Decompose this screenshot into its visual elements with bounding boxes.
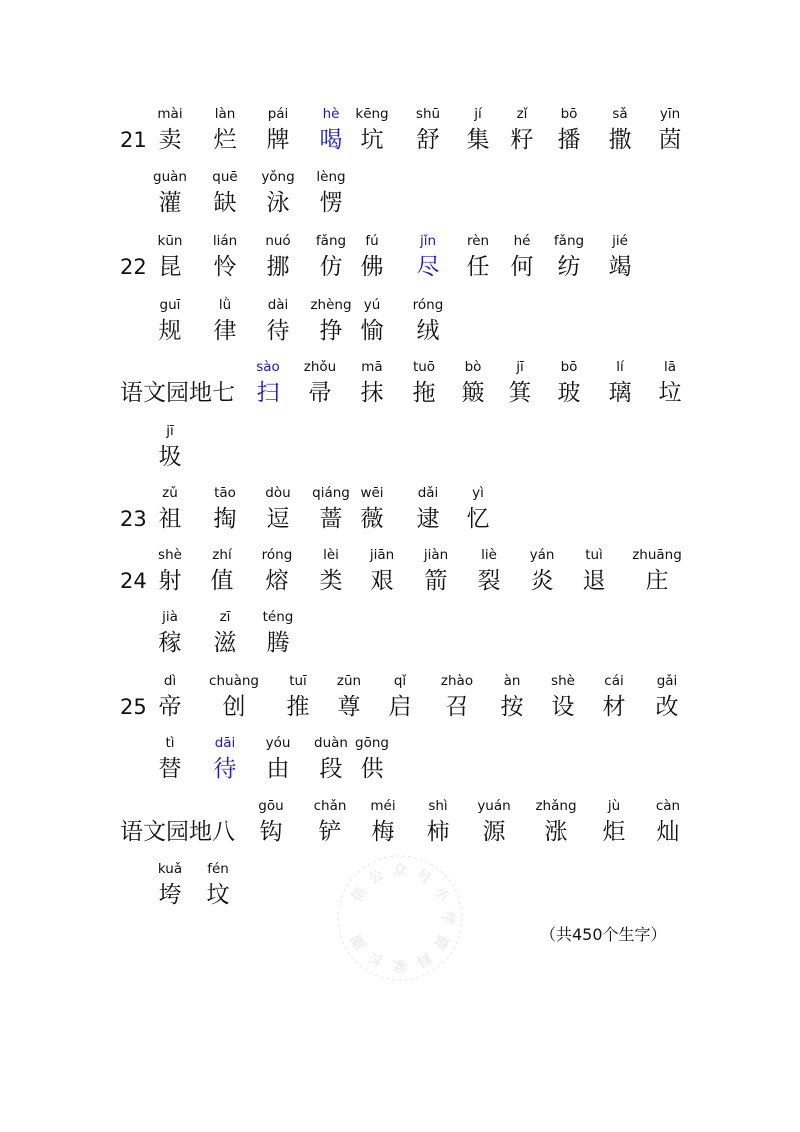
character [592, 232, 648, 281]
hanzi: 创 [222, 694, 246, 720]
character [142, 546, 198, 595]
character-polyphone [240, 358, 296, 407]
lesson-number: 24 [120, 569, 147, 593]
lesson-number: 25 [120, 695, 147, 719]
pinyin: gǎi [656, 673, 678, 689]
hanzi: 簸 [461, 380, 485, 406]
hanzi: 帚 [308, 380, 332, 406]
character [344, 105, 400, 154]
hanzi: 尊 [337, 694, 361, 720]
character [142, 296, 198, 345]
pinyin: tì [165, 735, 175, 751]
pinyin: fǎng [315, 233, 347, 249]
char-row [0, 546, 800, 606]
pinyin: jǐn [419, 233, 437, 249]
character [484, 672, 540, 721]
character [400, 296, 456, 345]
char-row [0, 232, 800, 292]
character [142, 484, 198, 533]
hanzi: 扫 [256, 380, 280, 406]
hanzi: 卖 [158, 127, 182, 153]
character [586, 672, 642, 721]
pinyin: dài [267, 297, 289, 313]
character [197, 484, 253, 533]
hanzi: 逮 [416, 506, 440, 532]
hanzi: 类 [319, 568, 343, 594]
pinyin: shì [428, 798, 448, 814]
character [372, 672, 428, 721]
hanzi: 逗 [266, 506, 290, 532]
character-polyphone [197, 734, 253, 783]
pinyin: jù [607, 798, 621, 814]
hanzi: 源 [482, 819, 506, 845]
character [354, 546, 410, 595]
char-row [0, 358, 800, 418]
pinyin: shū [415, 106, 441, 122]
lesson-number: 22 [120, 255, 147, 279]
hanzi: 玻 [557, 380, 581, 406]
svg-text:号: 号 [413, 866, 434, 888]
character [344, 734, 400, 783]
pinyin: bō [560, 359, 578, 375]
character [303, 168, 359, 217]
hanzi: 裂 [477, 568, 501, 594]
pinyin: chǎn [313, 798, 347, 814]
hanzi: 尽 [416, 254, 440, 280]
pinyin: jí [474, 106, 482, 122]
hanzi: 籽 [510, 127, 534, 153]
character [142, 672, 198, 721]
pinyin: zūn [336, 673, 362, 689]
character [249, 546, 305, 595]
pinyin: jié [612, 233, 628, 249]
hanzi: 烂 [213, 127, 237, 153]
svg-text:众: 众 [393, 863, 407, 879]
hanzi: 坟 [206, 882, 230, 908]
pinyin: yú [363, 297, 381, 313]
pinyin: liè [481, 547, 497, 563]
hanzi: 怜 [213, 254, 237, 280]
hanzi: 集 [466, 127, 490, 153]
character [592, 105, 648, 154]
hanzi: 替 [158, 756, 182, 782]
pinyin: zī [219, 609, 231, 625]
pinyin: qiáng [312, 485, 350, 501]
pinyin: zhí [212, 547, 232, 563]
lesson-number: 23 [120, 507, 147, 531]
character [541, 232, 597, 281]
pinyin: yǒng [261, 169, 295, 185]
svg-text:长: 长 [366, 948, 387, 970]
pinyin: jiān [369, 547, 395, 563]
pinyin: shè [158, 547, 182, 563]
svg-text:公: 公 [366, 866, 387, 888]
hanzi: 柿 [426, 819, 450, 845]
character [250, 168, 306, 217]
pinyin: jià [162, 609, 178, 625]
pinyin: yán [529, 547, 555, 563]
pinyin: guī [159, 297, 181, 313]
character [142, 608, 198, 657]
svg-text:资: 资 [430, 931, 452, 952]
hanzi: 抹 [360, 380, 384, 406]
character [250, 734, 306, 783]
hanzi: 牌 [266, 127, 290, 153]
hanzi: 推 [286, 694, 310, 720]
character [466, 797, 522, 846]
char-row [0, 672, 800, 732]
pinyin: lí [616, 359, 624, 375]
pinyin: pái [267, 106, 289, 122]
character [410, 797, 466, 846]
hanzi: 挣 [319, 318, 343, 344]
pinyin: zhǒu [303, 359, 337, 375]
hanzi: 改 [655, 694, 679, 720]
hanzi: 垃 [658, 380, 682, 406]
hanzi: 垮 [158, 882, 182, 908]
pinyin: fǎng [553, 233, 585, 249]
lesson-number: 21 [120, 128, 147, 152]
hanzi: 艰 [370, 568, 394, 594]
svg-text:家: 家 [393, 957, 407, 973]
character [639, 672, 695, 721]
pinyin: càn [655, 798, 681, 814]
character-polyphone [400, 232, 456, 281]
character [450, 484, 506, 533]
character [197, 608, 253, 657]
character [586, 797, 642, 846]
pinyin: mā [361, 359, 383, 375]
pinyin: kuǎ [157, 861, 183, 877]
character [142, 168, 198, 217]
character [355, 797, 411, 846]
hanzi: 仿 [319, 254, 343, 280]
pinyin: yóu [265, 735, 291, 751]
hanzi: 熔 [265, 568, 289, 594]
pinyin: zhǎng [535, 798, 577, 814]
pinyin: sǎ [612, 106, 628, 122]
hanzi: 炎 [530, 568, 554, 594]
character [250, 484, 306, 533]
character [194, 546, 250, 595]
character [642, 105, 698, 154]
hanzi: 待 [266, 318, 290, 344]
pinyin: wēi [360, 485, 384, 501]
hanzi: 茵 [658, 127, 682, 153]
hanzi: 稼 [158, 630, 182, 656]
char-row [0, 484, 800, 544]
hanzi: 祖 [158, 506, 182, 532]
character [344, 232, 400, 281]
hanzi: 箭 [424, 568, 448, 594]
pinyin: kūn [157, 233, 183, 249]
pinyin: guàn [153, 169, 187, 185]
character [396, 358, 452, 407]
hanzi: 蔷 [319, 506, 343, 532]
hanzi: 钩 [259, 819, 283, 845]
pinyin: làn [214, 106, 236, 122]
character [250, 296, 306, 345]
pinyin: bō [560, 106, 578, 122]
character [142, 105, 198, 154]
character [528, 797, 584, 846]
pinyin: tuì [585, 547, 603, 563]
char-row [0, 105, 800, 165]
pinyin: qǐ [393, 673, 407, 689]
character [629, 546, 685, 595]
pinyin: méi [370, 798, 396, 814]
hanzi: 射 [158, 568, 182, 594]
hanzi: 箕 [508, 380, 532, 406]
char-row [0, 608, 800, 668]
pinyin: zǐ [516, 106, 528, 122]
hanzi: 腾 [266, 630, 290, 656]
svg-text:料: 料 [413, 948, 434, 970]
pinyin: sào [256, 359, 280, 375]
character [197, 296, 253, 345]
hanzi: 纺 [557, 254, 581, 280]
hanzi: 薇 [360, 506, 384, 532]
character [541, 105, 597, 154]
pinyin: tāo [214, 485, 236, 501]
hanzi: 召 [445, 694, 469, 720]
character [640, 797, 696, 846]
pinyin: hè [322, 106, 340, 122]
pinyin: chuàng [209, 673, 259, 689]
character [190, 860, 246, 909]
hanzi: 按 [500, 694, 524, 720]
pinyin: àn [503, 673, 521, 689]
char-row [0, 734, 800, 794]
hanzi: 绒 [416, 318, 440, 344]
character [400, 484, 456, 533]
hanzi: 待 [213, 756, 237, 782]
svg-text:信: 信 [348, 884, 370, 905]
pinyin: quē [212, 169, 238, 185]
pinyin: bò [464, 359, 482, 375]
hanzi: 任 [466, 254, 490, 280]
hanzi: 圾 [158, 444, 182, 470]
character [250, 608, 306, 657]
character [292, 358, 348, 407]
character [642, 358, 698, 407]
pinyin: fú [365, 233, 379, 249]
hanzi: 退 [582, 568, 606, 594]
pinyin: jī [516, 359, 524, 375]
hanzi: 梅 [371, 819, 395, 845]
hanzi: 铲 [318, 819, 342, 845]
character [514, 546, 570, 595]
hanzi: 昆 [158, 254, 182, 280]
total-characters-note: （共450个生字） [540, 925, 667, 944]
section-title: 语文园地七 [120, 380, 235, 406]
hanzi: 佛 [360, 254, 384, 280]
character [250, 232, 306, 281]
character [206, 672, 262, 721]
pinyin: yīn [659, 106, 681, 122]
character [302, 797, 358, 846]
character [592, 358, 648, 407]
pinyin: zǔ [162, 485, 178, 501]
hanzi: 挪 [266, 254, 290, 280]
pinyin: gōu [258, 798, 284, 814]
pinyin: dǎi [417, 485, 439, 501]
hanzi: 规 [158, 318, 182, 344]
pinyin: gōng [355, 735, 389, 751]
svg-text:学: 学 [439, 911, 455, 925]
pinyin: jiàn [423, 547, 449, 563]
pinyin: hé [513, 233, 531, 249]
hanzi: 何 [510, 254, 534, 280]
pinyin: nuó [265, 233, 291, 249]
pinyin: róng [261, 547, 293, 563]
pinyin: tuō [412, 359, 436, 375]
hanzi: 庄 [645, 568, 669, 594]
hanzi: 灌 [158, 190, 182, 216]
pinyin: yì [472, 485, 484, 501]
pinyin: tuī [289, 673, 307, 689]
pinyin: duàn [314, 735, 348, 751]
char-row [0, 422, 800, 482]
character [344, 358, 400, 407]
hanzi: 竭 [608, 254, 632, 280]
character [429, 672, 485, 721]
watermark-stamp [330, 848, 470, 988]
pinyin: lǜ [218, 297, 232, 313]
hanzi: 炬 [602, 819, 626, 845]
svg-text:小: 小 [430, 884, 452, 905]
char-row [0, 296, 800, 356]
char-row [0, 168, 800, 228]
character [408, 546, 464, 595]
svg-text:圈: 圈 [348, 931, 370, 952]
pinyin: téng [262, 609, 294, 625]
section-title: 语文园地八 [120, 819, 235, 845]
character [270, 672, 326, 721]
hanzi: 由 [266, 756, 290, 782]
hanzi: 供 [360, 756, 384, 782]
hanzi: 涨 [544, 819, 568, 845]
hanzi: 缺 [213, 190, 237, 216]
character [303, 546, 359, 595]
hanzi: 撒 [608, 127, 632, 153]
hanzi: 值 [210, 568, 234, 594]
hanzi: 律 [213, 318, 237, 344]
pinyin: kēng [355, 106, 389, 122]
pinyin: dòu [265, 485, 291, 501]
character [197, 105, 253, 154]
character [492, 358, 548, 407]
character [197, 232, 253, 281]
pinyin: mài [157, 106, 183, 122]
pinyin: dāi [214, 735, 236, 751]
hanzi: 泳 [266, 190, 290, 216]
pinyin: jī [166, 423, 174, 439]
hanzi: 滋 [213, 630, 237, 656]
hanzi: 帝 [158, 694, 182, 720]
hanzi: 璃 [608, 380, 632, 406]
pinyin: lián [212, 233, 238, 249]
hanzi: 愉 [360, 318, 384, 344]
hanzi: 播 [557, 127, 581, 153]
hanzi: 灿 [656, 819, 680, 845]
character [321, 672, 377, 721]
pinyin: lèi [323, 547, 339, 563]
pinyin: fén [207, 861, 229, 877]
hanzi: 掏 [213, 506, 237, 532]
character [142, 422, 198, 471]
hanzi: 启 [388, 694, 412, 720]
character [400, 105, 456, 154]
pinyin: lā [663, 359, 677, 375]
pinyin: yuán [477, 798, 511, 814]
character [142, 232, 198, 281]
pinyin: rèn [466, 233, 490, 249]
hanzi: 愣 [319, 190, 343, 216]
character [197, 168, 253, 217]
pinyin: shè [551, 673, 575, 689]
hanzi: 舒 [416, 127, 440, 153]
pinyin: zhèng [310, 297, 352, 313]
pinyin: dì [163, 673, 177, 689]
character [344, 484, 400, 533]
pinyin: zhuāng [632, 547, 682, 563]
hanzi: 拖 [412, 380, 436, 406]
character [142, 734, 198, 783]
character [541, 358, 597, 407]
character [243, 797, 299, 846]
pinyin: róng [412, 297, 444, 313]
hanzi: 材 [602, 694, 626, 720]
character [250, 105, 306, 154]
hanzi: 设 [551, 694, 575, 720]
character [344, 296, 400, 345]
character [566, 546, 622, 595]
pinyin: zhào [440, 673, 474, 689]
pinyin: cái [604, 673, 624, 689]
character [461, 546, 517, 595]
hanzi: 喝 [319, 127, 343, 153]
character [535, 672, 591, 721]
pinyin: lèng [316, 169, 346, 185]
hanzi: 坑 [360, 127, 384, 153]
hanzi: 忆 [466, 506, 490, 532]
hanzi: 段 [319, 756, 343, 782]
